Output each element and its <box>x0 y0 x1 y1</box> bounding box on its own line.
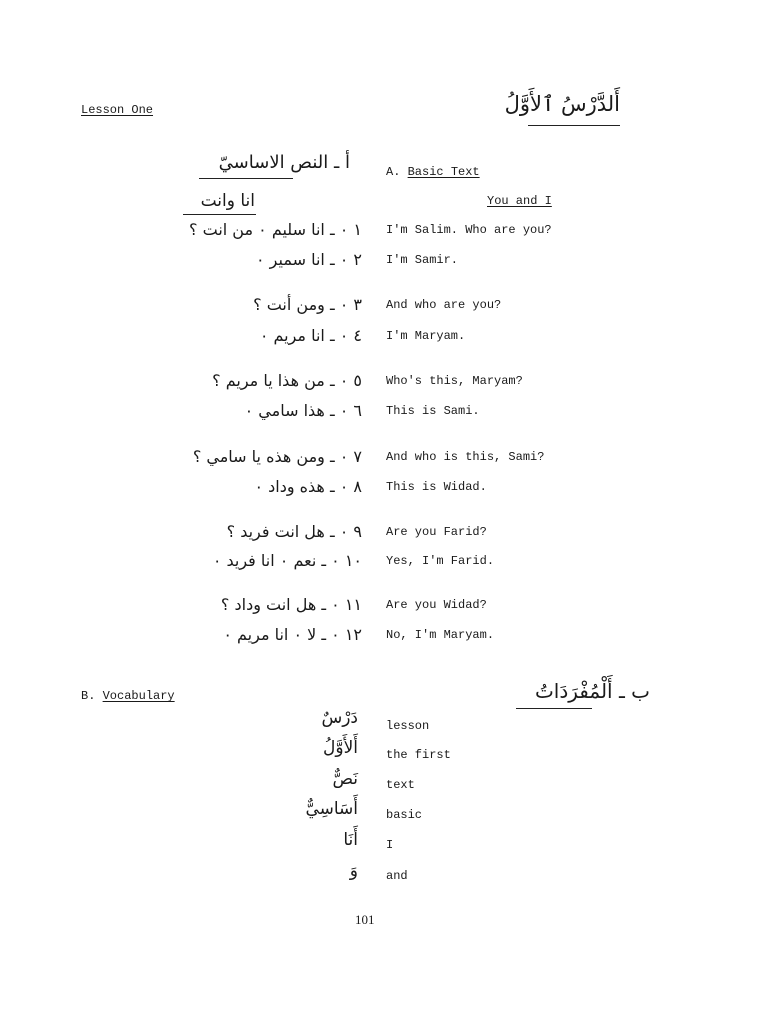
dialogue-line-ar: ١١ ٠ ـ هل انت وداد ؟ <box>220 595 362 614</box>
vocab-term-ar: أَسَاسِيٌّ <box>305 799 358 819</box>
dialogue-line-en: I'm Samir. <box>386 253 459 267</box>
dialogue-line-en: And who is this, Sami? <box>386 450 545 464</box>
dialogue-line-ar: ١٢ ٠ ـ لا ٠ انا مريم ٠ <box>223 625 362 644</box>
vocab-term-ar: أَنَا <box>343 830 358 850</box>
dialogue-line-ar: ٧ ٠ ـ ومن هذه يا سامي ؟ <box>192 447 362 466</box>
vocab-term-ar: أَلأَوَّلُ <box>323 738 358 758</box>
dialogue-line-ar: ٤ ٠ ـ انا مريم ٠ <box>259 326 362 345</box>
vocab-term-en: the first <box>386 748 451 762</box>
vocab-term-ar: وَ <box>349 861 358 881</box>
vocab-term-en: I <box>386 838 394 852</box>
dialogue-line-en: And who are you? <box>386 298 502 312</box>
section-b-title-en-word: Vocabulary <box>102 689 175 703</box>
dialogue-line-ar: ٦ ٠ ـ هذا سامي ٠ <box>244 401 362 420</box>
dialogue-line-en: Yes, I'm Farid. <box>386 554 495 568</box>
section-b-title-ar: ب ـ أَلْمُفْرَدَاتُ <box>534 679 650 703</box>
dialogue-line-ar: ١٠ ٠ ـ نعم ٠ انا فريد ٠ <box>212 551 362 570</box>
dialogue-line-ar: ٥ ٠ ـ من هذا يا مريم ؟ <box>212 371 362 390</box>
section-a-title-ar: أ ـ النص الاساسيّ <box>218 152 350 173</box>
lesson-title-en: Lesson One <box>81 103 154 117</box>
vocab-term-en: text <box>386 778 415 792</box>
section-a-title-ar-underline <box>199 178 293 179</box>
dialogue-line-en: I'm Salim. Who are you? <box>386 223 552 237</box>
lesson-title-ar-underline <box>528 125 620 126</box>
section-b-title-ar-underline <box>516 708 592 709</box>
lesson-title-ar: أَلدَّرْسُ ٱلأَوَّلُ <box>504 92 620 116</box>
dialogue-line-ar: ٢ ٠ ـ انا سمير ٠ <box>256 250 362 269</box>
dialogue-line-ar: ١ ٠ ـ انا سليم ٠ من انت ؟ <box>189 220 362 239</box>
dialogue-subtitle-ar-underline <box>183 214 256 215</box>
dialogue-line-en: I'm Maryam. <box>386 329 466 343</box>
dialogue-line-ar: ٣ ٠ ـ ومن أنت ؟ <box>253 295 362 314</box>
vocab-term-en: basic <box>386 808 423 822</box>
dialogue-line-en: This is Sami. <box>386 404 480 418</box>
vocab-term-en: and <box>386 869 408 883</box>
dialogue-subtitle-en: You and I <box>487 194 552 208</box>
dialogue-subtitle-ar: انا وانت <box>200 191 255 211</box>
dialogue-line-en: No, I'm Maryam. <box>386 628 495 642</box>
dialogue-line-en: This is Widad. <box>386 480 487 494</box>
section-b-title-en: B. Vocabulary <box>81 689 175 703</box>
dialogue-line-en: Are you Widad? <box>386 598 487 612</box>
section-a-title-en-word: Basic Text <box>407 165 480 179</box>
dialogue-line-ar: ٨ ٠ ـ هذه وداد ٠ <box>254 477 362 496</box>
dialogue-line-en: Who's this, Maryam? <box>386 374 523 388</box>
dialogue-line-ar: ٩ ٠ ـ هل انت فريد ؟ <box>226 522 362 541</box>
vocab-term-ar: نَصٌّ <box>332 769 358 789</box>
vocab-term-en: lesson <box>386 719 430 733</box>
page-number: 101 <box>355 912 375 927</box>
dialogue-line-en: Are you Farid? <box>386 525 487 539</box>
section-a-title-en: A. Basic Text <box>386 165 480 179</box>
vocab-term-ar: دَرْسٌ <box>321 708 358 728</box>
